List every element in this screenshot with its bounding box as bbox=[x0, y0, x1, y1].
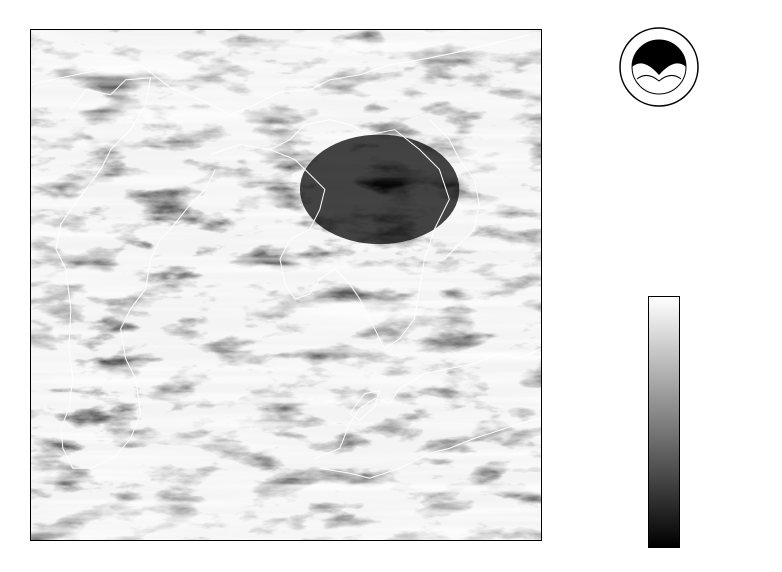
reflectance-colorbar bbox=[648, 296, 680, 548]
satellite-image bbox=[30, 29, 542, 541]
noaa-logo bbox=[619, 27, 699, 107]
noaa-logo-graphic bbox=[619, 27, 699, 107]
map-svg bbox=[31, 30, 541, 540]
